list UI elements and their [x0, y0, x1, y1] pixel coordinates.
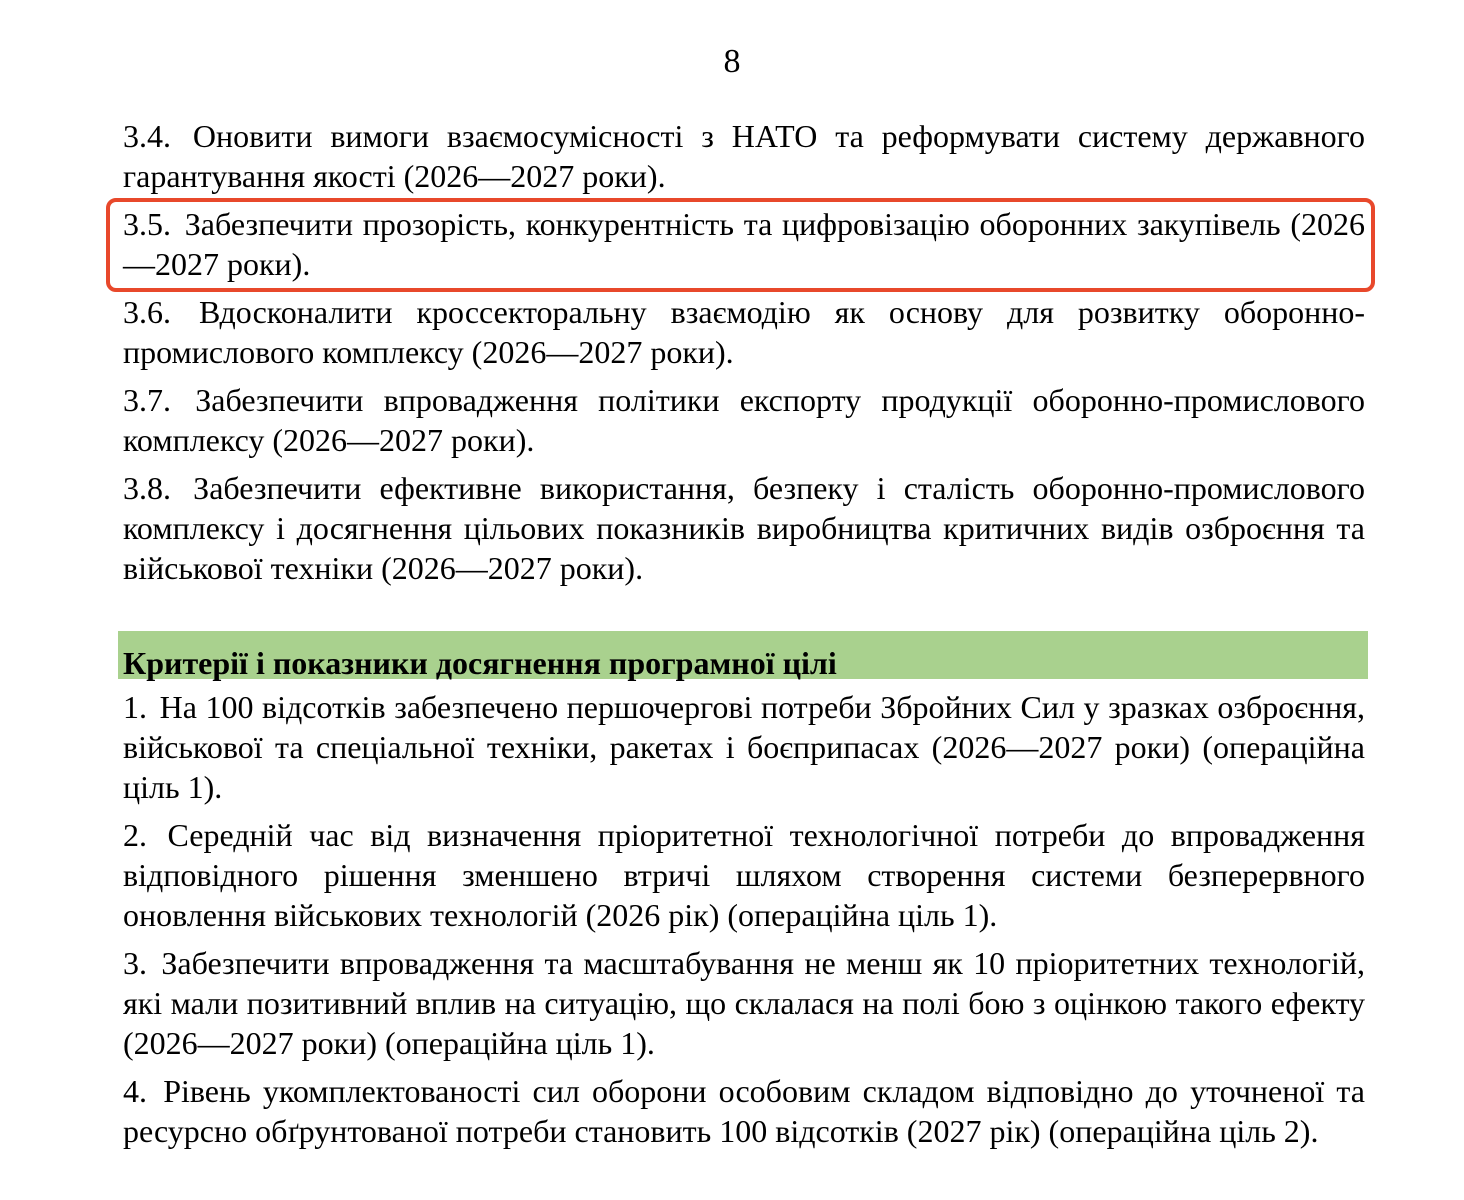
item-number: 2. [123, 817, 147, 853]
criterion-item-1 [123, 687, 1365, 807]
document-body [123, 116, 1365, 1159]
task-item-3-6 [123, 292, 1365, 372]
criterion-item-2 [123, 815, 1365, 935]
criterion-item-4 [123, 1071, 1365, 1151]
item-text: Середній час від визначення пріоритетної технологічної потреби до впровадження відповідного рішення зменшено втричі шляхом створення системи безперервного оновлення військових технологій (2026 рік) (операційна ціль 1). [123, 817, 1366, 933]
item-number: 3.5. [123, 206, 171, 242]
task-item-3-8 [123, 468, 1365, 588]
item-number: 3. [123, 945, 147, 981]
task-item-3-5-highlighted [123, 204, 1365, 284]
task-item-3-7 [123, 380, 1365, 460]
item-text: Оновити вимоги взаємосумісності з НАТО та реформувати систему державного гарантування якості (2026—2027 роки). [123, 118, 1366, 194]
section-heading: Критерії і показники досягнення програмної цілі [118, 631, 1368, 679]
item-number: 4. [123, 1073, 147, 1109]
page-number: 8 [723, 43, 741, 80]
item-text: Забезпечити прозорість, конкурентність та цифровізацію оборонних закупівель (2026—2027 роки). [123, 206, 1366, 282]
item-text: Вдосконалити кроссекторальну взаємодію як основу для розвитку оборонно-промислового комплексу (2026—2027 роки). [123, 294, 1365, 370]
item-text: Забезпечити впровадження політики експорту продукції оборонно-промислового комплексу (2026—2027 роки). [123, 382, 1366, 458]
item-number: 1. [123, 689, 147, 725]
item-number: 3.7. [123, 382, 171, 418]
item-number: 3.8. [123, 470, 171, 506]
task-item-3-4 [123, 116, 1365, 196]
item-number: 3.4. [123, 118, 171, 154]
item-text: Забезпечити впровадження та масштабування не менш як 10 пріоритетних технологій, які мали позитивний вплив на ситуацію, що склалася на полі бою з оцінкою такого ефекту (2026—2027 роки) (операційна ціль 1). [123, 945, 1365, 1061]
criterion-item-3 [123, 943, 1365, 1063]
item-text: На 100 відсотків забезпечено першочергові потреби Збройних Сил у зразках озброєння, військової та спеціальної техніки, ракетах і боєприпасах (2026—2027 роки) (операційна ціль 1). [123, 689, 1366, 805]
item-text: Рівень укомплектованості сил оборони особовим складом відповідно до уточненої та ресурсно обґрунтованої потреби становить 100 відсотків (2027 рік) (операційна ціль 2). [123, 1073, 1366, 1149]
item-text: Забезпечити ефективне використання, безпеку і сталість оборонно-промислового комплексу і досягнення цільових показників виробництва критичних видів озброєння та військової техніки (2026—2027 роки). [123, 470, 1366, 586]
item-number: 3.6. [123, 294, 171, 330]
